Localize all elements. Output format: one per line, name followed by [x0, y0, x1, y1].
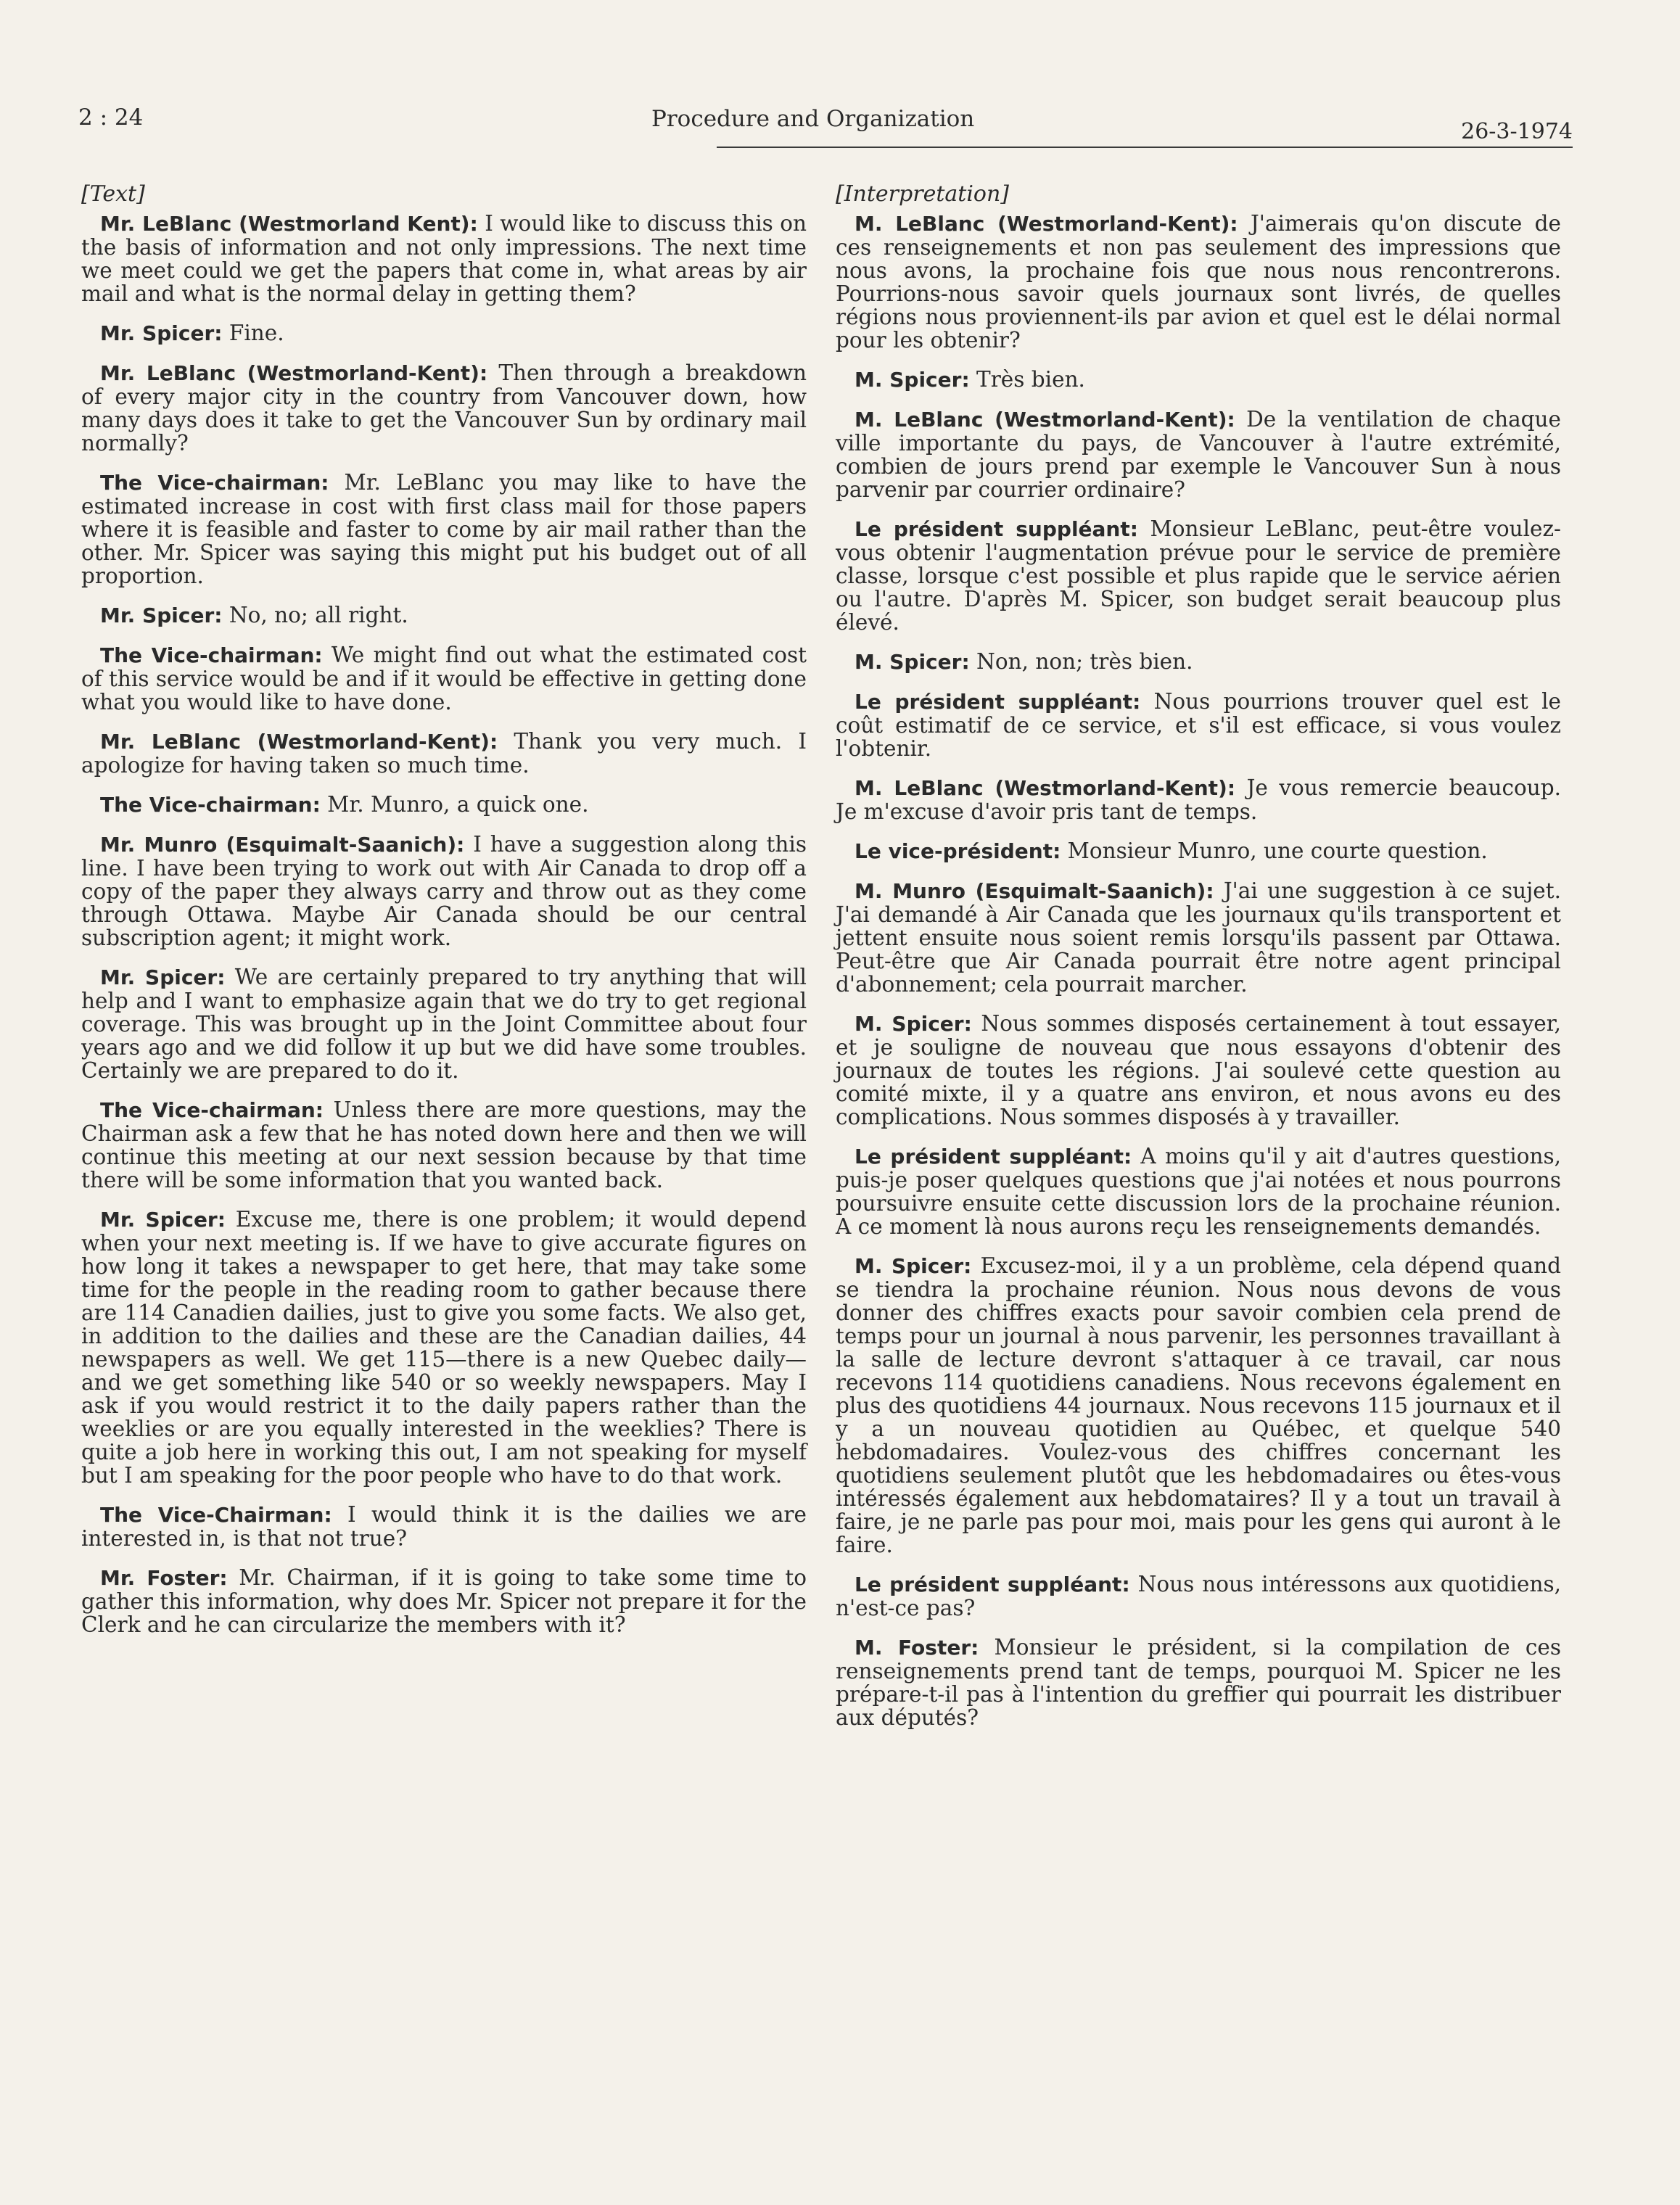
speech-text: Je vous remercie beaucoup. Je m'excuse d'avoir pris tant de temps.	[836, 775, 1561, 824]
paragraph	[81, 361, 807, 455]
paragraph	[81, 321, 807, 345]
french-column	[836, 174, 1561, 1745]
speaker-name: M. Spicer:	[855, 1254, 972, 1278]
paragraph	[836, 690, 1561, 760]
speech-text: We might find out what the estimated cost of this service would be and if it would be effective in getting done what you would like to have done.	[81, 643, 807, 714]
speech-text: Monsieur LeBlanc, peut-être voulez-vous obtenir l'augmentation prévue pour le service de première classe, lorsque c'est possible et plus rapide que le service aérien ou l'autre. D'après M. Spicer, son budget serait beaucoup plus élevé.	[836, 516, 1561, 635]
speech-text: Fine.	[222, 321, 284, 345]
speech-text: Unless there are more questions, may the Chairman ask a few that he has noted down here and then we will continue this meeting at our next session because by that time there will be some information that you wanted back.	[81, 1097, 807, 1192]
speech-text: I would think it is the dailies we are interested in, is that not true?	[81, 1502, 807, 1551]
speech-text: Nous nous intéressons aux quotidiens, n'est-ce pas?	[836, 1572, 1561, 1620]
speaker-name: Mr. Munro (Esquimalt-Saanich):	[100, 833, 465, 857]
speech-text: Excuse me, there is one problem; it would depend when your next meeting is. If we have to give accurate figures on how long it takes a newspaper to get here, that may take some time for the people in the reading room to gather because there are 114 Canadien dailies, just to give you some facts. We also get, in addition to the dailies and these are the Canadian dailies, 44 newspapers as well. We get 115—there is a new Quebec daily—and we get something like 540 or so weekly newspapers. May I ask if you would restrict it to the daily papers rather than the weeklies or are you equally interested in the weeklies? There is quite a job here in working this out, I am not speaking for myself but I am speaking for the poor people who have to do that work.	[81, 1207, 807, 1488]
paragraph	[81, 1566, 807, 1636]
page-number: 2 : 24	[78, 104, 144, 131]
speech-text: Excusez-moi, il y a un problème, cela dépend quand se tiendra la prochaine réunion. Nous nous devons de vous donner des chiffres exacts pour savoir combien cela prend de temps pour un journal à nous parvenir, les personnes travaillant à la salle de lecture devront s'attaquer à ce travail, car nous recevons 114 quotidiens canadiens. Nous recevons également en plus des quotidiens 44 journaux. Nous recevons 115 journaux et il y a un nouveau quotidien au Québec, et quelque 540 hebdomadaires. Voulez-vous des chiffres concernant les quotidiens seulement plutôt que les hebdomadaires ou êtes-vous intéressés également aux hebdomataires? Il y a tout un travail à faire, je ne parle pas pour moi, mais pour les gens qui auront à le faire.	[836, 1253, 1561, 1557]
speaker-name: M. Spicer:	[855, 368, 970, 392]
speaker-name: M. Munro (Esquimalt-Saanich):	[855, 879, 1214, 903]
speech-text: Thank you very much. I apologize for having taken so much time.	[81, 729, 807, 778]
speaker-name: Mr. Spicer:	[100, 321, 223, 345]
speaker-name: The Vice-Chairman:	[100, 1503, 332, 1527]
speech-text: A moins qu'il y ait d'autres questions, puis-je poser quelques questions que j'ai notées et nous pourrons poursuivre ensuite cette discussion lors de la prochaine réunion. A ce moment là nous aurons reçu les renseignements demandés.	[836, 1144, 1562, 1239]
speech-text: Nous pourrions trouver quel est le coût estimatif de ce service, et s'il est efficace, si vous voulez l'obtenir.	[836, 689, 1561, 761]
speaker-name: The Vice-chairman:	[100, 793, 321, 817]
paragraph	[836, 1254, 1561, 1557]
speaker-name: Mr. Spicer:	[100, 603, 223, 627]
paragraph	[81, 965, 807, 1082]
speaker-name: Mr. LeBlanc (Westmorland-Kent):	[100, 361, 488, 385]
speech-text: We are certainly prepared to try anything that will help and I want to emphasize again that we do try to get regional coverage. This was brought up in the Joint Committee about four years ago and we did follow it up but we did have some troubles. Certainly we are prepared to do it.	[81, 965, 807, 1083]
paragraph	[81, 212, 807, 305]
speech-text: Non, non; très bien.	[969, 649, 1193, 674]
paragraph	[836, 212, 1561, 352]
paragraph	[836, 776, 1561, 823]
section-label-text: [Text]	[81, 181, 145, 207]
paragraph	[81, 730, 807, 777]
speech-text: J'aimerais qu'on discute de ces renseignements et non pas seulement des impressions que nous avons, la prochaine fois que nous nous rencontrerons. Pourrions-nous savoir quels journaux sont livrés, de quelles régions nous proviennent-ils par avion et quel est le délai normal pour les obtenir?	[836, 211, 1561, 353]
page-header	[78, 96, 1573, 154]
speech-text: De la ventilation de chaque ville importante du pays, de Vancouver à l'autre extrémité, combien de jours prend par exemple le Vancouver Sun à nous parvenir par courrier ordinaire?	[836, 407, 1561, 502]
paragraph	[836, 408, 1561, 501]
paragraph	[81, 833, 807, 949]
speech-text: No, no; all right.	[222, 603, 408, 627]
speech-text: I have a suggestion along this line. I have been trying to work out with Air Canada to drop off a copy of the paper they always carry and throw out as they come through Ottawa. Maybe Air Canada should be our central subscription agent; it might work.	[81, 832, 807, 950]
paragraph	[836, 1573, 1561, 1620]
speaker-name: Mr. LeBlanc (Westmorland-Kent):	[100, 730, 498, 754]
speaker-name: The Vice-chairman:	[100, 1098, 324, 1122]
speaker-name: M. LeBlanc (Westmorland-Kent):	[855, 408, 1235, 432]
paragraph	[836, 650, 1561, 674]
speech-text: Then through a breakdown of every major city in the country from Vancouver down, how many days does it take to get the Vancouver Sun by ordinary mail normally?	[81, 360, 807, 456]
speaker-name: Mr. LeBlanc (Westmorland Kent):	[100, 212, 478, 236]
speech-text: Nous sommes disposés certainement à tout essayer, et je souligne de nouveau que nous essayons d'obtenir des journaux de toutes les régions. J'ai soulevé cette question au comité mixte, il y a quatre ans environ, et nous avons eu des complications. Nous sommes disposés à y travailler.	[836, 1011, 1561, 1129]
speech-text: Très bien.	[969, 367, 1085, 392]
paragraph	[836, 1145, 1561, 1238]
paragraph	[81, 471, 807, 588]
paragraph	[81, 643, 807, 714]
paragraph	[836, 1012, 1561, 1129]
english-column	[81, 174, 807, 1652]
speaker-name: Le président suppléant:	[855, 1145, 1132, 1169]
speaker-name: M. Spicer:	[855, 1012, 972, 1036]
speech-text: Mr. Munro, a quick one.	[320, 792, 589, 817]
speaker-name: M. LeBlanc (Westmorland-Kent):	[855, 212, 1238, 236]
speaker-name: Le vice-président:	[855, 839, 1061, 863]
header-date: 26-3-1974	[1461, 119, 1573, 144]
speech-text: Mr. LeBlanc you may like to have the estimated increase in cost with first class mail for those papers where it is feasible and faster to come by air mail rather than the other. Mr. Spicer was saying this might put his budget out of all proportion.	[81, 470, 807, 588]
speaker-name: The Vice-chairman:	[100, 643, 323, 667]
header-rule	[717, 147, 1573, 148]
paragraph	[81, 1098, 807, 1192]
speaker-name: Le président suppléant:	[855, 1573, 1130, 1596]
paragraph	[836, 517, 1561, 634]
paragraph	[836, 368, 1561, 392]
paragraph	[81, 1208, 807, 1487]
paragraph	[836, 879, 1561, 996]
speaker-name: Mr. Spicer:	[100, 1208, 226, 1232]
speaker-name: M. LeBlanc (Westmorland-Kent):	[855, 776, 1236, 800]
speaker-name: M. Spicer:	[855, 650, 970, 674]
running-title: Procedure and Organization	[651, 106, 975, 132]
paragraph	[81, 793, 807, 817]
paragraph	[836, 1636, 1561, 1729]
speech-text: Mr. Chairman, if it is going to take some time to gather this information, why does Mr. Spicer not prepare it for the Clerk and he can circularize the members with it?	[81, 1565, 807, 1637]
speaker-name: The Vice-chairman:	[100, 471, 329, 495]
speaker-name: M. Foster:	[855, 1636, 979, 1660]
speaker-name: Le président suppléant:	[855, 690, 1141, 714]
speech-text: Monsieur Munro, une courte question.	[1061, 838, 1488, 863]
section-label-interpretation: [Interpretation]	[836, 181, 1010, 207]
speaker-name: Le président suppléant:	[855, 517, 1138, 541]
paragraph	[81, 1503, 807, 1550]
speech-text: I would like to discuss this on the basis of information and not only impressions. The next time we meet could we get the papers that come in, what areas by air mail and what is the normal delay in getting them?	[81, 211, 807, 306]
speech-text: J'ai une suggestion à ce sujet. J'ai demandé à Air Canada que les journaux qu'ils transportent et jettent ensuite nous soient remis lorsqu'ils passent par Ottawa. Peut-être que Air Canada pourrait être notre agent principal d'abonnement; cela pourrait marcher.	[836, 878, 1561, 997]
speaker-name: Mr. Spicer:	[100, 965, 226, 989]
speaker-name: Mr. Foster:	[100, 1566, 228, 1590]
paragraph	[836, 839, 1561, 863]
paragraph	[81, 603, 807, 627]
speech-text: Monsieur le président, si la compilation de ces renseignements prend tant de temps, pourquoi M. Spicer ne les prépare-t-il pas à l'intention du greffier qui pourrait les distribuer aux députés?	[836, 1635, 1561, 1730]
